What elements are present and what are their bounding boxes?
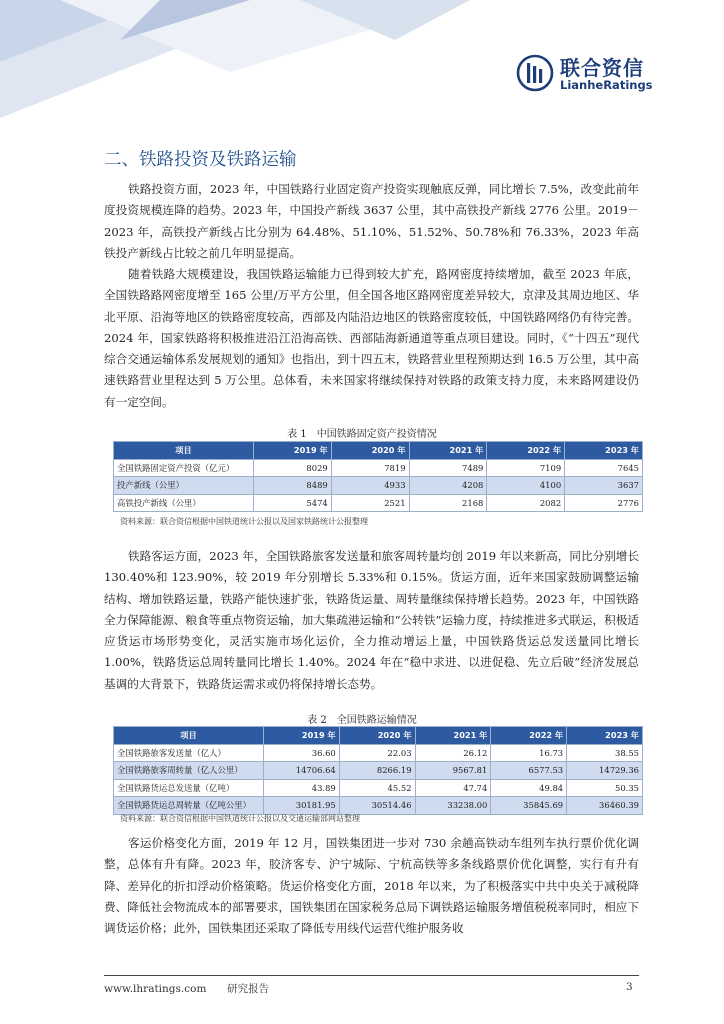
table1-caption: 表 1 中国铁路固定资产投资情况 bbox=[287, 429, 437, 440]
header-year: 2020 年 bbox=[339, 727, 415, 745]
header-year: 2023 年 bbox=[565, 442, 643, 460]
page-number: 3 bbox=[626, 981, 633, 993]
footer-url-link[interactable]: www.lhratings.com bbox=[104, 983, 207, 995]
table1-source: 资料来源：联合资信根据中国铁道统计公报以及国家铁路统计公报整理 bbox=[120, 517, 368, 526]
cell-value: 7489 bbox=[409, 459, 487, 477]
cell-value: 5474 bbox=[253, 494, 331, 512]
cell-value: 16.73 bbox=[491, 744, 567, 762]
cell-value: 4933 bbox=[331, 477, 409, 495]
cell-value: 30181.95 bbox=[263, 797, 339, 815]
lianhe-logo-icon bbox=[516, 54, 554, 92]
table-row bbox=[114, 459, 643, 477]
cell-value: 7645 bbox=[565, 459, 643, 477]
table-fixed-asset-investment bbox=[113, 441, 643, 512]
cell-value: 33238.00 bbox=[415, 797, 491, 815]
cell-value: 4100 bbox=[487, 477, 565, 495]
cell-value: 49.84 bbox=[491, 779, 567, 797]
header-year: 2023 年 bbox=[567, 727, 643, 745]
footer-left bbox=[104, 981, 269, 996]
cell-value: 2521 bbox=[331, 494, 409, 512]
header-year: 2019 年 bbox=[253, 442, 331, 460]
cell-value: 3637 bbox=[565, 477, 643, 495]
cell-value: 8489 bbox=[253, 477, 331, 495]
cell-value: 36.60 bbox=[263, 744, 339, 762]
cell-value: 47.74 bbox=[415, 779, 491, 797]
footer-divider bbox=[104, 975, 639, 976]
cell-value: 36460.39 bbox=[567, 797, 643, 815]
cell-value: 43.89 bbox=[263, 779, 339, 797]
cell-value: 2082 bbox=[487, 494, 565, 512]
cell-value: 14706.64 bbox=[263, 762, 339, 780]
header-year: 2019 年 bbox=[263, 727, 339, 745]
table-row bbox=[114, 494, 643, 512]
header-year: 2021 年 bbox=[409, 442, 487, 460]
cell-value: 26.12 bbox=[415, 744, 491, 762]
cell-value: 30514.46 bbox=[339, 797, 415, 815]
table-row bbox=[114, 779, 643, 797]
row-label: 高铁投产新线（公里） bbox=[114, 494, 254, 512]
header-year: 2022 年 bbox=[491, 727, 567, 745]
cell-value: 38.55 bbox=[567, 744, 643, 762]
cell-value: 8266.19 bbox=[339, 762, 415, 780]
table-header-row bbox=[114, 442, 643, 460]
row-label: 全国铁路固定资产投资（亿元） bbox=[114, 459, 254, 477]
footer-report-label: 研究报告 bbox=[227, 983, 270, 995]
cell-value: 45.52 bbox=[339, 779, 415, 797]
paragraph-pricing: 客运价格变化方面，2019 年 12 月，国铁集团进一步对 730 余趟高铁动车组列车执行票价优化调整，总体有升有降。2023 年，胶济客专、沪宁城际、宁杭高铁等多条线路票价优化调整，实行有升有降、差异化的折扣浮动价格策略。货运价格变化方面，2018 年以来，为了积极落实中共中央关于减税降费、降低社会物流成本的部署要求，国铁集团在国家税务总局下调铁路运输服务增值税税率同时，相应下调货运价格；此外，国铁集团还采取了降低专用线代运营代维护服务收 bbox=[104, 836, 639, 936]
company-logo bbox=[516, 52, 676, 96]
table2-source: 资料来源：联合资信根据中国铁道统计公报以及交通运输部网站整理 bbox=[120, 814, 360, 823]
table-row bbox=[114, 744, 643, 762]
paragraph-passenger-freight: 铁路客运方面，2023 年，全国铁路旅客发送量和旅客周转量均创 2019 年以来新高，同比分别增长 130.40%和 123.90%，较 2019 年分别增长 5.33%和 0.15%。货运方面，近年来国家鼓励调整运输结构、增加铁路运量，铁路产能快速扩张，铁路货运量、周转量继续保持增长趋势。2023 年，中国铁路全力保障能源、粮食等重点物资运输，加大集疏港运输和“公转铁”运输力度，持续推进多式联运，积极适应货运市场形势变化，灵活实施市场化运价，全力推动增运上量，中国铁路货运总发送量同比增长 1.00%，铁路货运总周转量同比增长 1.40%。2024 年在“稳中求进、以进促稳、先立后破”经济发展总基调的大背景下，铁路货运需求或仍将保持增长态势。 bbox=[104, 549, 639, 691]
cell-value: 2168 bbox=[409, 494, 487, 512]
section-title: 二、铁路投资及铁路运输 bbox=[104, 150, 297, 170]
cell-value: 7819 bbox=[331, 459, 409, 477]
cell-value: 7109 bbox=[487, 459, 565, 477]
paragraph-network-density: 随着铁路大规模建设，我国铁路运输能力已得到较大扩充，路网密度持续增加，截至 2023 年底，全国铁路路网密度增至 165 公里/万平方公里，但全国各地区路网密度差异较大，京津及其周边地区、华北平原、沿海等地区的铁路密度较高，西部及内陆沿边地区的铁路密度较低，中国铁路网络仍有待完善。2024 年，国家铁路将积极推进沿江沿海高铁、西部陆海新通道等重点项目建设。同时，《“十四五”现代综合交通运输体系发展规划的通知》也指出，到十四五末，铁路营业里程预期达到 16.5 万公里，其中高速铁路营业里程达到 5 万公里。总体看，未来国家将继续保持对铁路的政策支持力度，未来路网建设仍有一定空间。 bbox=[104, 267, 639, 409]
table2-caption: 表 2 全国铁路运输情况 bbox=[307, 715, 417, 726]
cell-value: 14729.36 bbox=[567, 762, 643, 780]
header-item: 项目 bbox=[114, 442, 254, 460]
cell-value: 50.35 bbox=[567, 779, 643, 797]
logo-chinese-name: 联合资信 bbox=[560, 56, 644, 80]
row-label: 全国铁路旅客周转量（亿人公里） bbox=[114, 762, 264, 780]
cell-value: 8029 bbox=[253, 459, 331, 477]
header-item: 项目 bbox=[114, 727, 264, 745]
cell-value: 35845.69 bbox=[491, 797, 567, 815]
cell-value: 6577.53 bbox=[491, 762, 567, 780]
header-year: 2021 年 bbox=[415, 727, 491, 745]
cell-value: 22.03 bbox=[339, 744, 415, 762]
cell-value: 4208 bbox=[409, 477, 487, 495]
table-row bbox=[114, 477, 643, 495]
table-railway-transport bbox=[113, 726, 643, 815]
paragraph-railway-investment: 铁路投资方面，2023 年，中国铁路行业固定资产投资实现触底反弹，同比增长 7.5%，改变此前年度投资规模连降的趋势。2023 年，中国投产新线 3637 公里，其中高铁投产新线 2776 公里。2019－2023 年，高铁投产新线占比分别为 64.48%、51.10%、51.52%、50.78%和 76.33%，2023 年高铁投产新线占比较之前几年明显提高。 bbox=[104, 182, 639, 260]
row-label: 投产新线（公里） bbox=[114, 477, 254, 495]
header-year: 2020 年 bbox=[331, 442, 409, 460]
table-header-row bbox=[114, 727, 643, 745]
logo-english-name: LianheRatings bbox=[560, 78, 653, 92]
table-row bbox=[114, 797, 643, 815]
header-year: 2022 年 bbox=[487, 442, 565, 460]
row-label: 全国铁路货运总发送量（亿吨） bbox=[114, 779, 264, 797]
cell-value: 9567.81 bbox=[415, 762, 491, 780]
cell-value: 2776 bbox=[565, 494, 643, 512]
row-label: 全国铁路货运总周转量（亿吨公里） bbox=[114, 797, 264, 815]
table-row bbox=[114, 762, 643, 780]
row-label: 全国铁路旅客发送量（亿人） bbox=[114, 744, 264, 762]
